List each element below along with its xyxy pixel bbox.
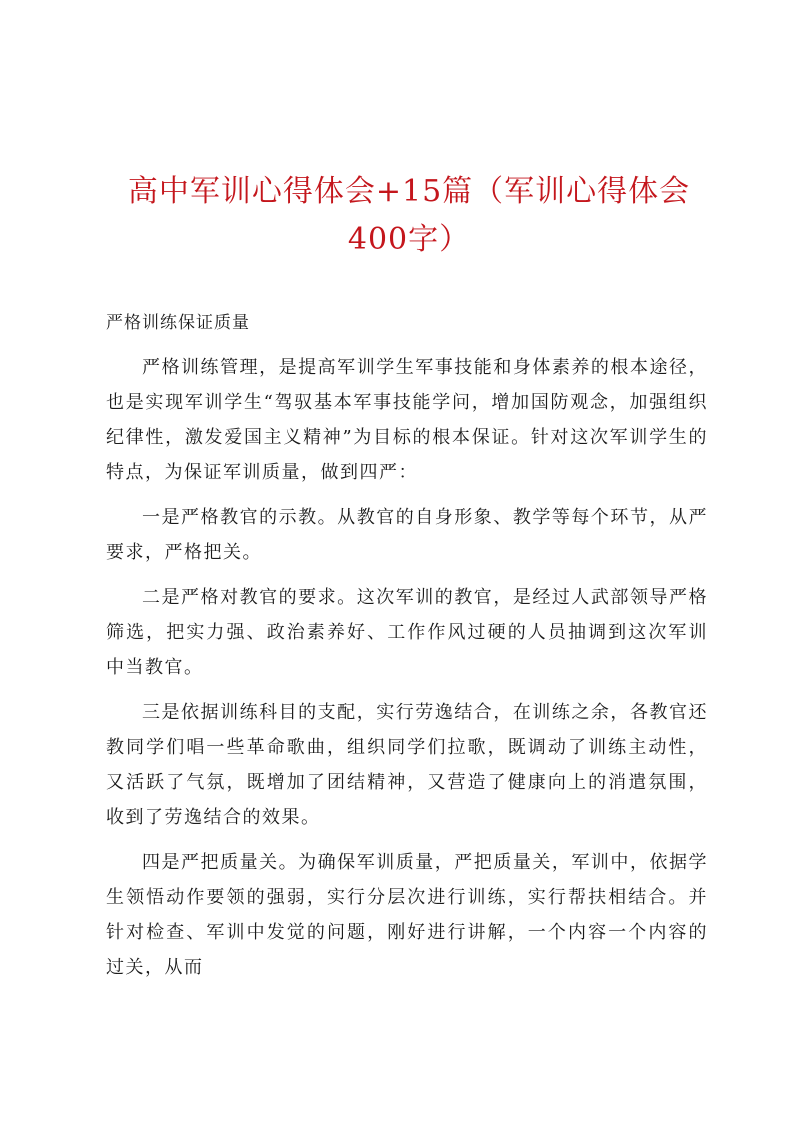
paragraph-5: 四是严把质量关。为确保军训质量，严把质量关，军训中，依据学生领悟动作要领的强弱，实行分层次进行训练，实行帮扶相结合。并针对检查、军训中发觉的问题，刚好进行讲解，一个内容一个内容的过关，从而 (106, 852, 708, 978)
paragraph-2: 一是严格教官的示教。从教官的自身形象、教学等每个环节，从严要求，严格把关。 (106, 507, 708, 563)
section-heading: 严格训练保证质量 (106, 313, 250, 333)
document-title: 高中军训心得体会+15篇（军训心得体会400字） (127, 174, 691, 257)
paragraph-4: 三是依据训练科目的支配，实行劳逸结合，在训练之余，各教官还教同学们唱一些革命歌曲，组织同学们拉歌，既调动了训练主动性，又活跃了气氛，既增加了团结精神，又营造了健康向上的消遣氛围，收到了劳逸结合的效果。 (106, 702, 708, 828)
paragraph-3: 二是严格对教官的要求。这次军训的教官，是经过人武部领导严格筛选，把实力强、政治素养好、工作作风过硬的人员抽调到这次军训中当教官。 (106, 587, 708, 678)
paragraph-1: 严格训练管理，是提高军训学生军事技能和身体素养的根本途径，也是实现军训学生“驾驭基本军事技能学问，增加国防观念，加强组织纪律性，激发爱国主义精神”为目标的根本保证。针对这次军训学生的特点，为保证军训质量，做到四严： (106, 357, 708, 483)
